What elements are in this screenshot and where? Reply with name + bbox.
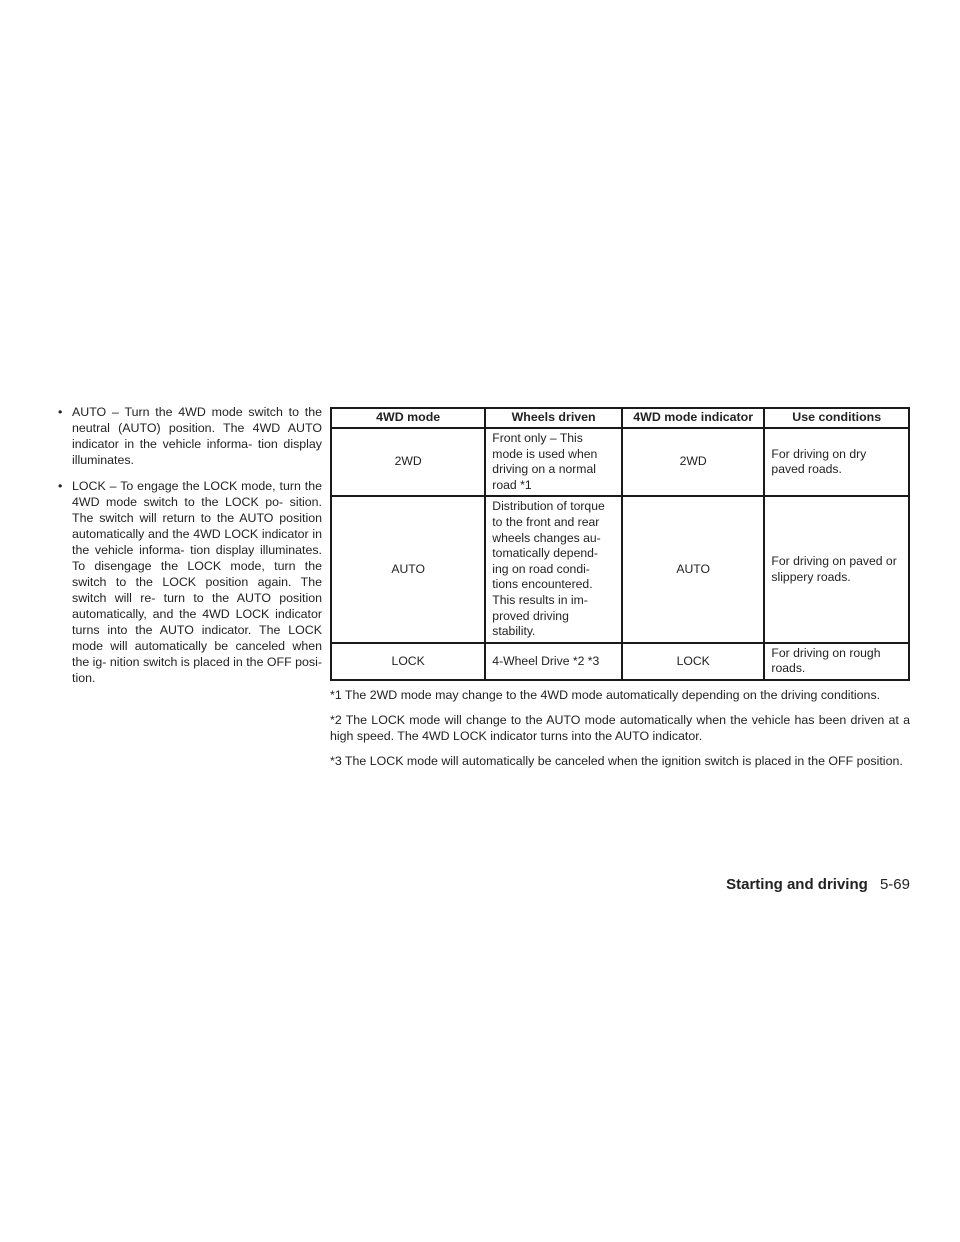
header-mode-indicator: 4WD mode indicator: [622, 408, 764, 428]
bullet-dot: •: [58, 405, 63, 419]
cell-wheels: Front only – This mode is used when driving on a normal road *1: [485, 428, 622, 496]
cell-use: For driving on rough roads.: [764, 643, 909, 680]
section-title: Starting and driving: [726, 876, 868, 893]
cell-use: For driving on paved or slippery roads.: [764, 496, 909, 642]
cell-wheels: 4-Wheel Drive *2 *3: [485, 643, 622, 680]
cell-indicator: LOCK: [622, 643, 764, 680]
table-footnotes: [330, 687, 910, 769]
table-row: [331, 428, 909, 496]
footnote-3: *3 The LOCK mode will automatically be canceled when the ignition switch is placed in the OFF position.: [330, 753, 903, 768]
cell-wheels: Distribution of torque to the front and rear wheels changes au- tomatically depend- ing on road condi- tions encountered. This results in im- proved driving stability.: [485, 496, 622, 642]
bullet-dot: •: [58, 479, 63, 493]
cell-mode: LOCK: [331, 643, 485, 680]
footnote-2: *2 The LOCK mode will change to the AUTO mode automatically when the vehicle has been driven at a high speed. The 4WD LOCK indicator turns into the AUTO indicator.: [330, 712, 910, 743]
header-use-conditions: Use conditions: [764, 408, 909, 428]
header-4wd-mode: 4WD mode: [331, 408, 485, 428]
bullet-auto: [58, 404, 322, 468]
cell-use: For driving on dry paved roads.: [764, 428, 909, 496]
table-row: [331, 496, 909, 642]
bullet-lock-text: LOCK – To engage the LOCK mode, turn the 4WD mode switch to the LOCK po- sition. The switch will return to the AUTO position automatically and the 4WD LOCK indicator in the vehicle informa- tion display illuminates. To disengage the LOCK mode, turn the switch to the LOCK position again. The switch will re- turn to the AUTO position automatically, and the 4WD LOCK indicator turns into the AUTO indicator. The LOCK mode will automatically be canceled when the ig- nition switch is placed in the OFF posi- tion.: [72, 479, 322, 685]
bullet-lock: [58, 478, 322, 686]
footnote-1: *1 The 2WD mode may change to the 4WD mode automatically depending on the driving conditions.: [330, 687, 881, 702]
4wd-mode-table: [330, 407, 910, 681]
cell-mode: 2WD: [331, 428, 485, 496]
right-column: [330, 407, 910, 778]
header-wheels-driven: Wheels driven: [485, 408, 622, 428]
cell-mode: AUTO: [331, 496, 485, 642]
page-number: 5-69: [879, 876, 910, 893]
bullet-auto-text: AUTO – Turn the 4WD mode switch to the neutral (AUTO) position. The 4WD AUTO indicator in the vehicle informa- tion display illuminates.: [72, 405, 322, 467]
table-header-row: [331, 408, 909, 428]
cell-indicator: 2WD: [622, 428, 764, 496]
table-row: [331, 643, 909, 680]
cell-indicator: AUTO: [622, 496, 764, 642]
page-footer: [726, 876, 910, 893]
left-column: [58, 404, 322, 696]
